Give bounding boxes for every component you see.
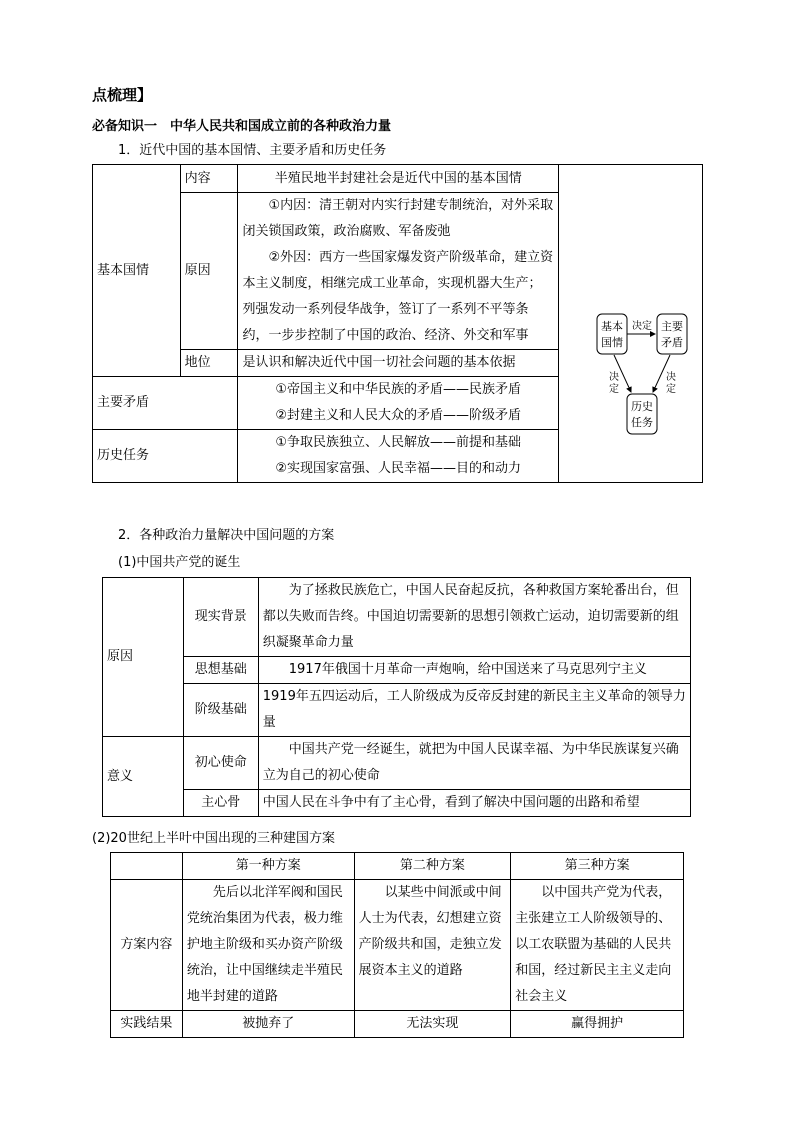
node-c-line2: 任务 xyxy=(630,415,653,429)
result-label: 实践结果 xyxy=(111,1011,183,1038)
thought-text: 1917年俄国十月革命一声炮响，给中国送来了马克思列宁主义 xyxy=(258,657,690,684)
historical-task-label: 历史任务 xyxy=(93,430,238,483)
edge-label-bc-1: 决 xyxy=(665,371,676,383)
task-2: ②实现国家富强、人民幸福——目的和动力 xyxy=(275,461,522,476)
header-plan-2: 第二种方案 xyxy=(354,853,511,880)
table-three-plans xyxy=(110,852,684,1038)
result-2: 无法实现 xyxy=(354,1011,511,1038)
backbone-label: 主心骨 xyxy=(183,790,258,817)
real-bg-text: 为了拯救民族危亡，中国人民奋起反抗，各种救国方案轮番出台，但都以失败而告终。中国迫切需要新的思想引领救亡运动，迫切需要新的组织凝聚革命力量 xyxy=(258,578,690,657)
edge-label-ac-1: 决 xyxy=(608,371,619,383)
sub1-title: (1)中国共产党的诞生 xyxy=(118,555,241,570)
content-text: 半殖民地半封建社会是近代中国的基本国情 xyxy=(238,165,559,193)
class-label: 阶级基础 xyxy=(183,684,258,737)
table-cpc-birth xyxy=(102,577,691,817)
mission-text: 中国共产党一经诞生，就把为中国人民谋幸福、为中华民族谋复兴确立为自己的初心使命 xyxy=(258,737,690,790)
item1-title: 1．近代中国的基本国情、主要矛盾和历史任务 xyxy=(118,143,387,158)
basic-situation-label: 基本国情 xyxy=(93,165,181,377)
plan-content-label: 方案内容 xyxy=(111,880,183,1011)
knowledge-heading: 必备知识一 中华人民共和国成立前的各种政治力量 xyxy=(92,119,392,134)
relation-diagram xyxy=(559,199,702,439)
plan-content-2: 以某些中间派或中间人士为代表，幻想建立资产阶级共和国，走独立发展资本主义的道路 xyxy=(354,880,511,1011)
task-1: ①争取民族独立、人民解放——前提和基础 xyxy=(275,435,522,450)
contradiction-1: ①帝国主义和中华民族的矛盾——民族矛盾 xyxy=(275,382,522,397)
status-label: 地位 xyxy=(180,350,238,377)
plan-content-3: 以中国共产党为代表，主张建立工人阶级领导的、以工农联盟为基础的人民共和国，经过新民主主义走向社会主义 xyxy=(511,880,684,1011)
class-text: 1919年五四运动后，工人阶级成为反帝反封建的新民主主义革命的领导力量 xyxy=(258,684,690,737)
reason-label: 原因 xyxy=(180,193,238,350)
result-1: 被抛弃了 xyxy=(182,1011,354,1038)
main-contradiction-label: 主要矛盾 xyxy=(93,377,238,430)
edge-label-ac-2: 定 xyxy=(608,383,619,395)
contradiction-2: ②封建主义和人民大众的矛盾——阶级矛盾 xyxy=(275,408,522,423)
node-c-line1: 历史 xyxy=(630,399,653,413)
header-empty xyxy=(111,853,183,880)
header-plan-3: 第三种方案 xyxy=(511,853,684,880)
status-text: 是认识和解决近代中国一切社会问题的基本依据 xyxy=(238,350,559,377)
meaning-label: 意义 xyxy=(103,737,184,817)
item2-title: 2．各种政治力量解决中国问题的方案 xyxy=(118,528,335,543)
result-3: 赢得拥护 xyxy=(511,1011,684,1038)
reason-label-2: 原因 xyxy=(103,578,184,737)
node-b-line2: 矛盾 xyxy=(660,335,683,349)
node-a-line1: 基本 xyxy=(600,319,623,333)
edge-label-ab: 决定 xyxy=(631,320,652,332)
backbone-text: 中国人民在斗争中有了主心骨，看到了解决中国问题的出路和希望 xyxy=(258,790,690,817)
plan-content-1: 先后以北洋军阀和国民党统治集团为代表，极力维护地主阶级和买办资产阶级统治，让中国继续走半殖民地半封建的道路 xyxy=(182,880,354,1011)
reason-outer: ②外因：西方一些国家爆发资产阶级革命，建立资本主义制度，相继完成工业革命，实现机器大生产；列强发动一系列侵华战争，签订了一系列不平等条约，一步步控制了中国的政治、经济、外交和军事 xyxy=(242,250,554,343)
sub2-title: (2)20世纪上半叶中国出现的三种建国方案 xyxy=(92,831,335,846)
table-basic-situation xyxy=(92,164,703,483)
edge-label-bc-2: 定 xyxy=(665,383,676,395)
real-bg-label: 现实背景 xyxy=(183,578,258,657)
reason-inner: ①内因：清王朝对内实行封建专制统治，对外采取闭关锁国政策，政治腐败、军备废弛 xyxy=(242,198,554,239)
content-label: 内容 xyxy=(180,165,238,193)
thought-label: 思想基础 xyxy=(183,657,258,684)
section-title: 点梳理】 xyxy=(92,86,153,104)
node-a-line2: 国情 xyxy=(600,335,623,349)
relation-diagram-cell xyxy=(558,165,702,483)
header-plan-1: 第一种方案 xyxy=(182,853,354,880)
mission-label: 初心使命 xyxy=(183,737,258,790)
node-b-line1: 主要 xyxy=(660,319,683,333)
